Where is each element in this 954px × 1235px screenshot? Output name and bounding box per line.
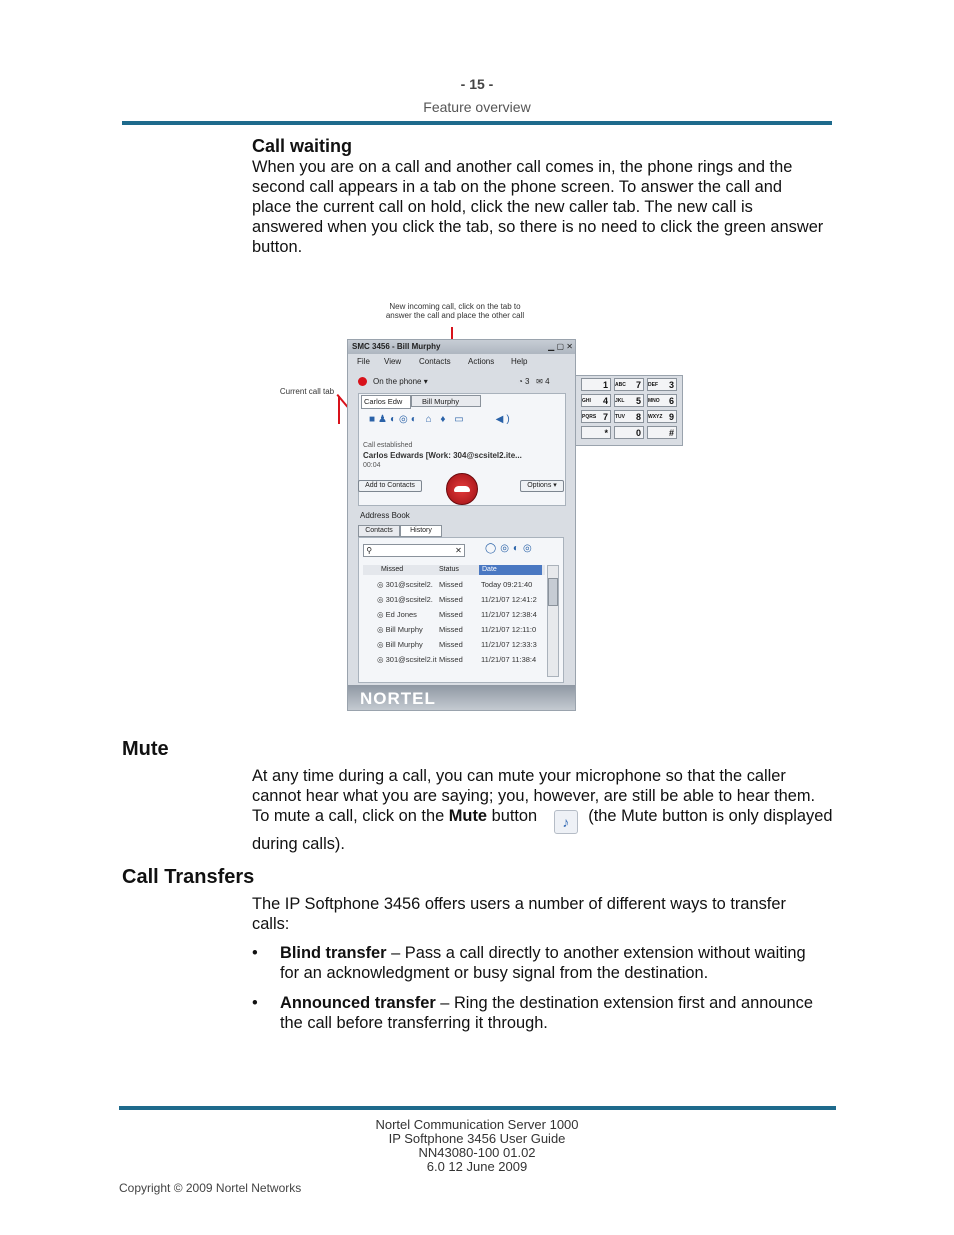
status-icon (358, 377, 367, 386)
scrollbar-thumb[interactable] (548, 578, 558, 606)
text-line: for an acknowledgment or busy signal from the destination. (280, 964, 709, 982)
key-letters: JKL (615, 398, 625, 404)
row-name: Bill Murphy (385, 625, 423, 634)
text-bold: Mute (448, 807, 488, 825)
key-letters: DEF (648, 382, 658, 388)
row-name: Bill Murphy (385, 640, 423, 649)
history-header (363, 565, 545, 575)
row-date: 11/21/07 12:33:3 (481, 640, 537, 649)
key-letters: TUV (615, 414, 625, 420)
text-line: At any time during a call, you can mute your microphone so that the caller (252, 767, 786, 785)
history-row[interactable]: ◎ Bill Murphy Missed 11/21/07 12:11:0 (377, 625, 537, 634)
page-number: - 15 - (460, 76, 494, 92)
history-row[interactable]: ◎ 301@scsitel2. Missed 11/21/07 12:41:2 (377, 595, 537, 604)
call-transfers-heading: Call Transfers (122, 866, 255, 888)
brand-bar (348, 685, 575, 710)
window-titlebar (348, 340, 575, 354)
call-transfers-intro (252, 894, 852, 934)
text-line: place the current call on hold, click the new caller tab. The new call is (252, 198, 753, 216)
address-book-title: Address Book (360, 511, 410, 520)
key-label: 7 (602, 412, 608, 422)
key-2[interactable] (614, 378, 644, 391)
call-count-icons: ◔ 3 ✉ 4 (518, 377, 550, 386)
call-duration: 00:04 (363, 462, 381, 469)
bullet-term: Announced transfer (280, 994, 436, 1012)
history-row[interactable]: ◎ 301@scsitel2.it Missed 11/21/07 11:38:4 (377, 655, 537, 664)
tab-new-call[interactable]: Bill Murphy (411, 395, 481, 407)
hang-up-button[interactable] (446, 473, 478, 505)
text-line: answered when you click the tab, so there is no need to click the green answer (252, 218, 824, 236)
call-state: Call established (363, 442, 413, 449)
status-text[interactable]: On the phone ▾ (373, 377, 428, 386)
column-missed[interactable]: Missed (381, 566, 404, 573)
text-fragment: – Pass a call directly to another extension without waiting (386, 944, 806, 962)
mute-heading: Mute (122, 738, 169, 760)
caller-info: Carlos Edwards [Work: 304@scsitel2.ite... (363, 451, 522, 460)
mute-icon: ♪ (554, 810, 578, 834)
row-status: Missed (439, 655, 463, 664)
text-line: The IP Softphone 3456 offers users a number of different ways to transfer (252, 895, 786, 913)
annotation-line: New incoming call, click on the tab to (389, 302, 521, 311)
row-date: Today 09:21:40 (481, 580, 533, 589)
key-label: 5 (635, 396, 641, 406)
text-line (252, 806, 852, 834)
key-1[interactable] (581, 378, 611, 391)
key-0[interactable] (614, 426, 644, 439)
text-line: When you are on a call and another call comes in, the phone rings and the (252, 158, 793, 176)
text-line: cannot hear what you are saying; you, however, are still be able to hear them. (252, 787, 816, 805)
text-line: button. (252, 238, 303, 256)
footer-rule (119, 1106, 836, 1110)
key-letters: GHI (582, 398, 591, 404)
history-filter-icons[interactable]: ◯◎◐◎ (485, 543, 536, 554)
bullet-icon: • (252, 944, 258, 962)
dial-keypad (575, 375, 683, 446)
key-4[interactable] (581, 394, 611, 407)
hang-up-icon (454, 486, 470, 492)
row-status: Missed (439, 580, 463, 589)
row-date: 11/21/07 12:41:2 (481, 595, 537, 604)
call-waiting-paragraph (252, 157, 842, 257)
key-label: # (668, 428, 674, 438)
tab-history[interactable]: History (400, 525, 442, 537)
text-line: second call appears in a tab on the phone screen. To answer the call and (252, 178, 783, 196)
menu-file[interactable]: File (357, 357, 370, 366)
footer-block (0, 1118, 954, 1174)
key-letters: PQRS (582, 414, 597, 420)
text-fragment: button (487, 807, 538, 825)
key-letters: WXYZ (648, 414, 663, 420)
history-search-input[interactable]: ⚲ ✕ (364, 546, 464, 555)
menu-help[interactable]: Help (511, 357, 528, 366)
menu-contacts[interactable]: Contacts (419, 357, 451, 366)
key-8[interactable] (614, 410, 644, 423)
row-name: 301@scsitel2. (385, 595, 433, 604)
menu-bar (348, 355, 575, 368)
status-label: On the phone (373, 377, 422, 386)
key-hash[interactable] (647, 426, 677, 439)
key-star[interactable] (581, 426, 611, 439)
text-line: during calls). (252, 835, 345, 853)
row-date: 11/21/07 11:38:4 (481, 655, 537, 664)
annotation-current-tab: Current call tab (279, 387, 335, 396)
text-line: the call before transferring it through. (280, 1014, 548, 1032)
bullet-text (280, 993, 852, 1033)
row-name: 301@scsitel2. (385, 580, 433, 589)
softphone-window (347, 339, 576, 711)
call-waiting-heading: Call waiting (252, 136, 353, 156)
tab-current-call[interactable]: Carlos Edw (361, 395, 411, 409)
row-name: Ed Jones (385, 610, 417, 619)
text-fragment: To mute a call, click on the (252, 807, 449, 825)
key-label: 4 (602, 396, 608, 406)
column-date[interactable]: Date (479, 565, 542, 575)
text-line: calls: (252, 915, 290, 933)
key-letters: MNO (648, 398, 660, 404)
key-label: 6 (668, 396, 674, 406)
key-letters: ABC (615, 382, 626, 388)
text-fragment: – Ring the destination extension first and announce (435, 994, 813, 1012)
tab-contacts[interactable]: Contacts (358, 525, 400, 537)
row-status: Missed (439, 625, 463, 634)
key-label: 9 (668, 412, 674, 422)
key-label: 8 (635, 412, 641, 422)
key-label: 0 (635, 428, 641, 438)
history-row[interactable]: ◎ Ed Jones Missed 11/21/07 12:38:4 (377, 610, 537, 619)
footer-line: Nortel Communication Server 1000 (375, 1117, 579, 1132)
history-row[interactable]: ◎ 301@scsitel2. Missed Today 09:21:40 (377, 580, 533, 589)
history-scrollbar[interactable] (547, 565, 559, 677)
key-label: 1 (602, 380, 608, 390)
call-toolbar-icons[interactable]: ■♟◐◎◐ ⌂ ♦ ▭ ◀) (369, 414, 513, 425)
bullet-term: Blind transfer (280, 944, 387, 962)
key-label: * (604, 428, 608, 438)
bullet-item (252, 993, 852, 1033)
annotation-line: answer the call and place the other call (385, 311, 525, 320)
options-label: Options (527, 482, 552, 489)
menu-actions[interactable]: Actions (468, 357, 495, 366)
footer-line: 6.0 12 June 2009 (426, 1159, 528, 1174)
footer-line: NN43080-100 01.02 (418, 1145, 536, 1160)
row-date: 11/21/07 12:11:0 (481, 625, 537, 634)
bullet-item (252, 943, 852, 983)
row-status: Missed (439, 610, 463, 619)
bullet-icon: • (252, 994, 258, 1012)
row-date: 11/21/07 12:38:4 (481, 610, 537, 619)
text-fragment: (the Mute button is only displayed (588, 807, 833, 825)
footer-line: IP Softphone 3456 User Guide (388, 1131, 566, 1146)
row-status: Missed (439, 595, 463, 604)
key-5[interactable] (614, 394, 644, 407)
history-row[interactable]: ◎ Bill Murphy Missed 11/21/07 12:33:3 (377, 640, 537, 649)
bullet-text (280, 943, 852, 983)
mute-paragraph (252, 766, 852, 854)
annotation-new-call (360, 302, 550, 320)
nortel-logo: NORTEL (360, 689, 436, 708)
section-title: Feature overview (423, 99, 531, 115)
key-7[interactable] (581, 410, 611, 423)
copyright: Copyright © 2009 Nortel Networks (119, 1181, 302, 1195)
row-name: 301@scsitel2.it (385, 655, 437, 664)
window-controls[interactable]: ▁ ▢ ✕ (548, 342, 573, 351)
window-title: SMC 3456 - Bill Murphy (352, 342, 441, 351)
row-status: Missed (439, 640, 463, 649)
key-3[interactable] (647, 378, 677, 391)
history-panel (358, 537, 564, 683)
key-6[interactable] (647, 394, 677, 407)
options-button[interactable]: Options ▾ (520, 480, 564, 492)
key-label: 3 (668, 380, 674, 390)
column-status[interactable]: Status (439, 566, 459, 573)
add-to-contacts-button[interactable]: Add to Contacts (358, 480, 422, 492)
menu-view[interactable]: View (384, 357, 402, 366)
key-9[interactable] (647, 410, 677, 423)
key-label: 7 (635, 380, 641, 390)
header-rule (122, 121, 832, 125)
